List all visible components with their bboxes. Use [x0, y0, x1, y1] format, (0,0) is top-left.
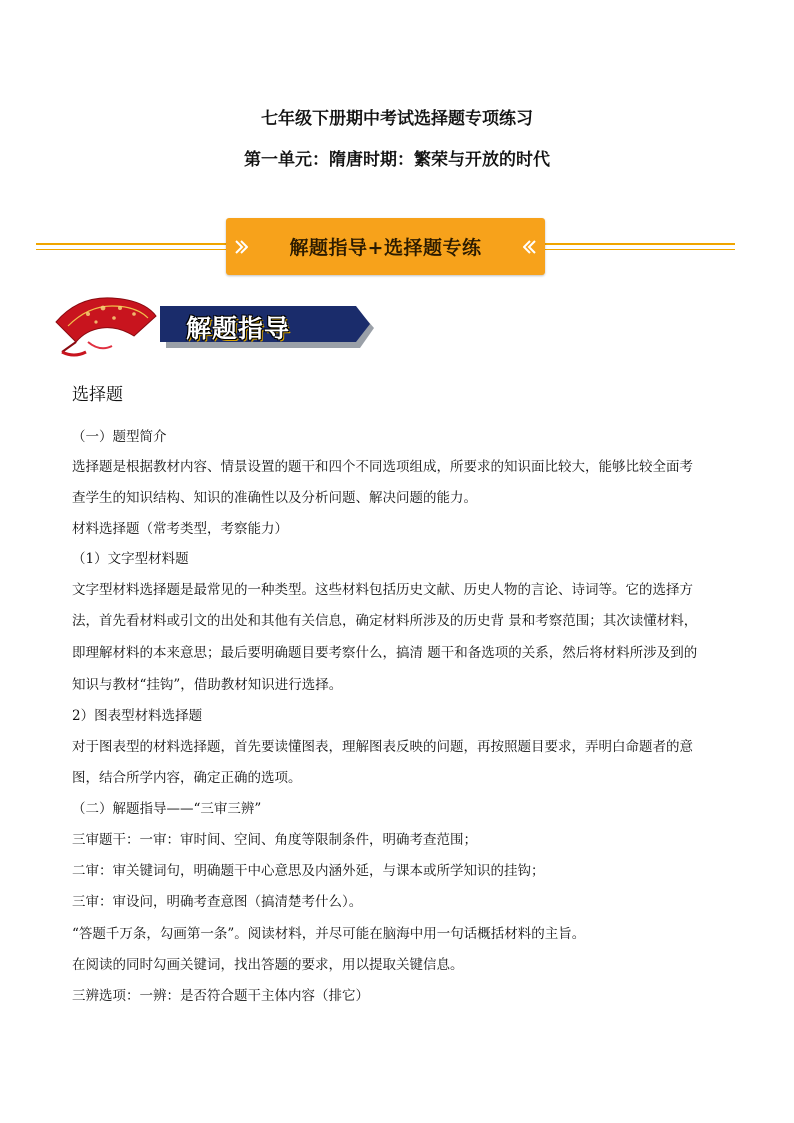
content-line: “答题千万条，勾画第一条”。阅读材料，并尽可能在脑海中用一句话概括材料的主旨。 [72, 926, 586, 942]
document-title: 七年级下册期中考试选择题专项练习 [261, 109, 533, 129]
content-line: 2）图表型材料选择题 [72, 708, 203, 724]
content-line: 三审题干：一审：审时间、空间、角度等限制条件，明确考查范围； [72, 832, 477, 848]
banner-label: 解题指导+选择题专练 [289, 237, 482, 259]
content-line: 三审：审设问，明确考查意图（搞清楚考什么）。 [72, 894, 363, 910]
content-line: 二审：审关键词句，明确题干中心意思及内涵外延，与课本或所学知识的挂钩； [72, 863, 545, 879]
content-line: 在阅读的同时勾画关键词，找出答题的要求，用以提取关键信息。 [72, 957, 464, 973]
chevron-left-icon [523, 239, 537, 255]
left-rule-bottom [36, 249, 226, 250]
content-line: 文字型材料选择题是最常见的一种类型。这些材料包括历史文献、历史人物的言论、诗词等。它的选择方 [72, 582, 693, 598]
right-rule-top [545, 243, 735, 245]
section-banner [226, 218, 545, 275]
content-line: 对于图表型的材料选择题，首先要读懂图表，理解图表反映的问题，再按照题目要求，弄明白命题者的意 [72, 739, 693, 755]
unit-title: 第一单元：隋唐时期：繁荣与开放的时代 [244, 150, 550, 170]
content-line: 法，首先看材料或引文的出处和其他有关信息，确定材料所涉及的历史背 景和考察范围；其次读懂材料， [72, 613, 698, 629]
content-heading: 选择题 [72, 385, 123, 405]
content-line: 知识与教材“挂钩”，借助教材知识进行选择。 [72, 677, 343, 693]
content-line: 即理解材料的本来意思；最后要明确题目要考察什么，搞清 题干和备选项的关系，然后将材料所涉及到的 [72, 645, 698, 661]
content-line: 图，结合所学内容，确定正确的选项。 [72, 770, 302, 786]
content-line: 三辨选项：一辨：是否符合题干主体内容（排它） [72, 988, 369, 1004]
folding-fan-icon [48, 292, 158, 358]
content-line: （1）文字型材料题 [72, 551, 189, 567]
content-line: 查学生的知识结构、知识的准确性以及分析问题、解决问题的能力。 [72, 490, 477, 506]
right-rule-bottom [545, 249, 735, 250]
content-line: 选择题是根据教材内容、情景设置的题干和四个不同选项组成，所要求的知识面比较大，能够比较全面考 [72, 459, 693, 475]
left-rule-top [36, 243, 226, 245]
content-line: （一）题型简介 [72, 429, 167, 445]
section-label: 解题指导 [186, 314, 291, 343]
content-line: （二）解题指导——“三审三辨” [72, 801, 262, 817]
content-line: 材料选择题（常考类型，考察能力） [72, 521, 288, 537]
